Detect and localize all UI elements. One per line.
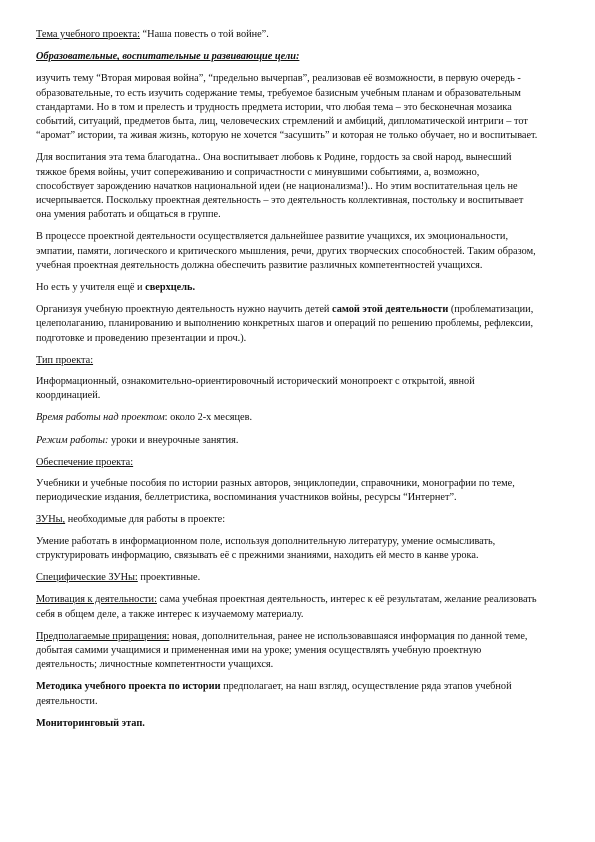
support-value: Учебники и учебные пособия по истории разных авторов, энциклопедии, справочники, монографии по теме, периодические издания, беллетристика, воспоминания участников войны, ресурсы “Интернет”. bbox=[36, 478, 515, 504]
monitoring-heading-text: Мониторинговый этап. bbox=[36, 717, 145, 729]
motivation-line bbox=[36, 593, 539, 621]
p5-text: Организуя учебную проектную деятельность нужно научить детей bbox=[36, 304, 333, 316]
super-goal-line bbox=[36, 281, 539, 295]
specific-label: Специфические ЗУНы: bbox=[36, 572, 138, 584]
goals-paragraph-3: В процессе проектной деятельности осуществляется дальнейшее развитие учащихся, их эмоциональности, эмпатии, памяти, логического и критического мышления, речи, других творческих способностей. Таким образом, учебная проектная деятельность должна обеспечить развитие различных компетентностей учащихся. bbox=[36, 231, 536, 271]
duration-line bbox=[36, 411, 539, 425]
support-label: Обеспечение проекта: bbox=[36, 456, 134, 468]
skills-label-rest: необходимые для работы в проекте: bbox=[65, 514, 226, 526]
goals-heading bbox=[36, 50, 539, 64]
method-line bbox=[36, 680, 539, 708]
motivation-value: сама учебная проектная деятельность, интерес к её результатам, желание реализовать себя в общем деле, а также интерес к изучаемому материалу. bbox=[36, 594, 537, 620]
goals-paragraph-5 bbox=[36, 303, 539, 346]
monitoring-heading bbox=[36, 717, 539, 731]
increments-label: Предполагаемые приращения: bbox=[36, 630, 170, 642]
duration-value: : около 2-х месяцев. bbox=[164, 412, 253, 424]
p5-rest: (проблематизации, целеполаганию, планированию и выполнению конкретных шагов и операций по решению проблемы, рефлексии, подготовке и проведению презентации и проч.). bbox=[36, 304, 534, 344]
goals-paragraph-1: изучить тему “Вторая мировая война”, “предельно вычерпав”, реализовав её возможности, в первую очередь - образовательные, то есть изучить содержание темы, требуемое базисным учебным планам и образовательным стандартами. Но в том и прелесть и трудность предмета истории, что любая тема – это бесконечная мозаика событий, ситуаций, предметов быта, лиц, человеческих стремлений и амбиций, дипломатической интриги – тот “аромат” истории, та живая жизнь, которую не хочется “засушить” и которая не только обучает, но и воспитывает. bbox=[36, 73, 538, 142]
topic-label: Тема учебного проекта: bbox=[36, 29, 140, 40]
specific-skills-line bbox=[36, 571, 539, 585]
skills-label: ЗУНы, bbox=[36, 514, 66, 526]
super-goal-text: Но есть у учителя ещё и bbox=[36, 282, 146, 294]
super-goal-bold: сверхцель. bbox=[145, 282, 196, 294]
skills-value: Умение работать в информационном поле, используя дополнительную литературу, умение осмысливать, структурировать информацию, связывать её с прежними знаниями, находить ей место в канве урока. bbox=[36, 535, 496, 561]
project-topic bbox=[36, 28, 539, 42]
increments-line bbox=[36, 630, 539, 673]
mode-value: уроки и внеурочные занятия. bbox=[108, 434, 239, 446]
type-label: Тип проекта: bbox=[36, 354, 94, 366]
support-label-line bbox=[36, 456, 539, 470]
increments-value: новая, дополнительная, ранее не использовавшаяся информация по данной теме, добытая самими учащимися и примененная ими на уроке; умения осуществлять учебную проектную деятельность; личностные компетентности учащихся. bbox=[36, 630, 528, 671]
skills-label-line bbox=[36, 513, 539, 527]
mode-label: Режим работы: bbox=[36, 434, 109, 446]
motivation-label: Мотивация к деятельности: bbox=[36, 594, 157, 606]
topic-value: “Наша повесть о той войне”. bbox=[139, 29, 269, 40]
mode-line bbox=[36, 434, 539, 448]
goals-heading-text: Образовательные, воспитательные и развивающие цели: bbox=[36, 51, 300, 63]
method-text: предполагает, на наш взгляд, осуществление ряда этапов учебной деятельности. bbox=[36, 681, 512, 707]
project-type-label bbox=[36, 354, 539, 368]
goals-paragraph-2: Для воспитания эта тема благодатна.. Она воспитывает любовь к Родине, гордость за свой народ, вынесший тяжкое бремя войны, учит сопереживанию и сопричастности с минувшими событиями, а, возможно, способствует зарождению начатков национальной идеи (не национализма!).. Но этим воспитательная цель не исчерпывается. Поскольку проектная деятельность – это деятельность коллективная, постольку и воспитывает она умения работать и общаться в группе. bbox=[36, 152, 524, 221]
p5-bold: самой этой деятельности bbox=[332, 304, 449, 316]
project-type-value: Информационный, ознакомительно-ориентировочный исторический монопроект с открытой, явной координацией. bbox=[36, 376, 475, 402]
method-bold: Методика учебного проекта по истории bbox=[36, 681, 221, 693]
specific-value: проективные. bbox=[137, 572, 201, 584]
duration-label: Время работы над проектом bbox=[36, 412, 165, 424]
